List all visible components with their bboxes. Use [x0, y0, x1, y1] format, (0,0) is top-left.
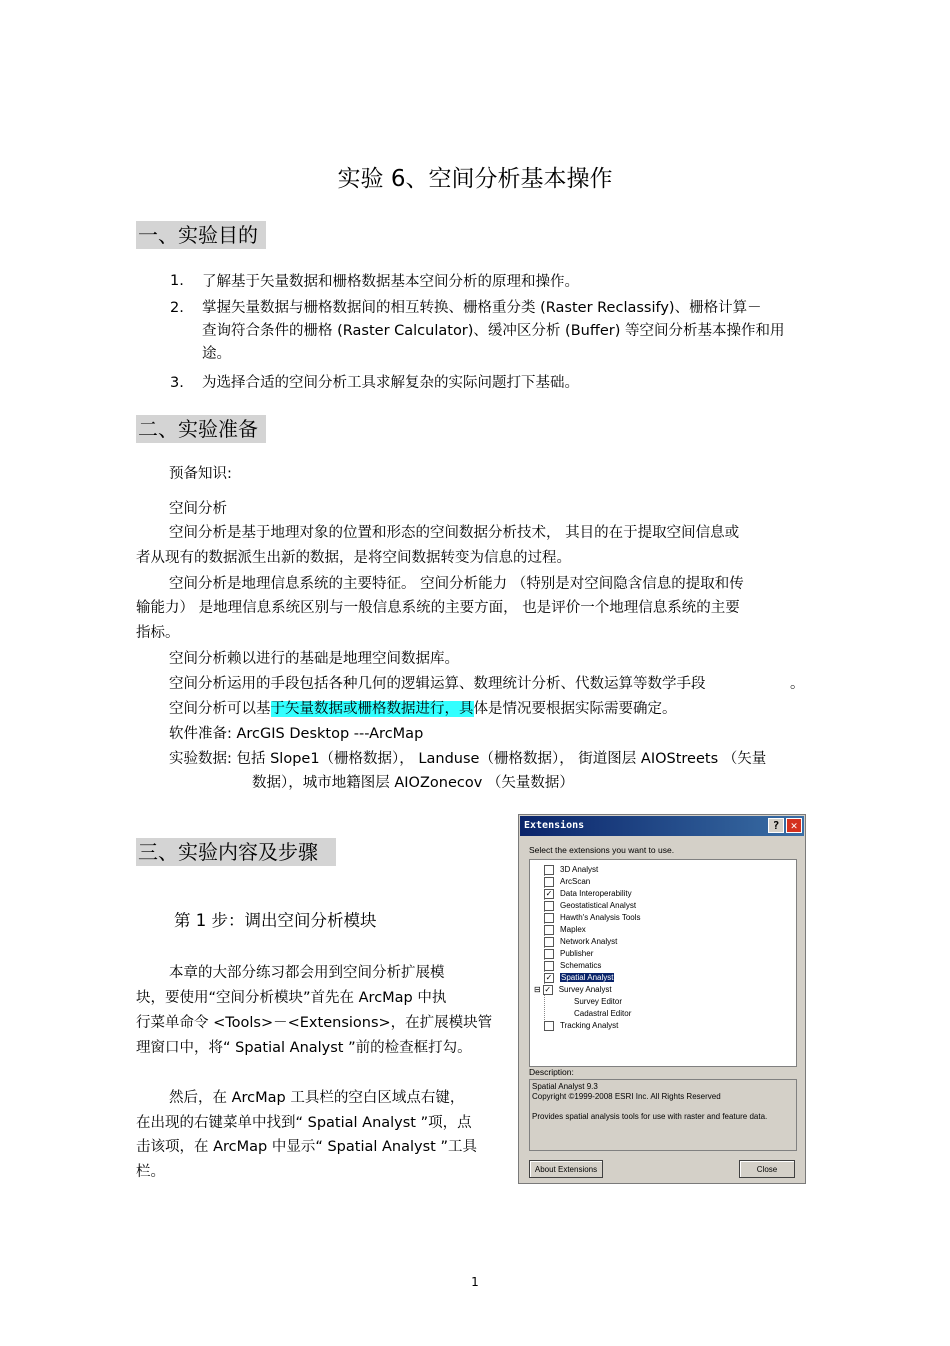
extensions-list[interactable]: [529, 859, 797, 1067]
paragraph-line: 行菜单命令 <Tools>－<Extensions>，在扩展模块管: [136, 1015, 493, 1031]
list-item-data-interoperability[interactable]: [544, 888, 632, 900]
highlighted-text: 于矢量数据或栅格数据进行，具: [270, 701, 474, 717]
item-label: ArcScan: [560, 877, 591, 886]
dialog-prompt: Select the extensions you want to use.: [529, 845, 675, 855]
list-item-text: 为选择合适的空间分析工具求解复杂的实际问题打下基础。: [202, 375, 579, 391]
list-item-text: 了解基于矢量数据和栅格数据基本空间分析的原理和操作。: [202, 274, 579, 290]
item-label: Network Analyst: [560, 937, 618, 946]
list-item-hawths-tools[interactable]: [544, 912, 641, 924]
data-line: 实验数据: 包括 Slope1（栅格数据）， Landuse（栅格数据）， 街道图层 AIOStreets （矢量: [169, 751, 767, 767]
item-label: Survey Analyst: [558, 985, 612, 994]
paragraph-line: 击该项，在 ArcMap 中显示“ Spatial Analyst ”工具: [136, 1139, 477, 1155]
software-line: 软件准备: ArcGIS Desktop ---ArcMap: [169, 726, 424, 742]
checkbox[interactable]: [544, 877, 554, 887]
close-button[interactable]: Close: [739, 1160, 795, 1178]
item-label: Survey Editor: [574, 997, 623, 1006]
description-line: Spatial Analyst 9.3: [532, 1082, 598, 1091]
section-heading-preparation: 二、实验准备: [136, 415, 266, 443]
checkbox[interactable]: [544, 865, 554, 875]
list-item-tracking-analyst[interactable]: [544, 1020, 618, 1032]
item-label: Geostatistical Analyst: [560, 901, 637, 910]
about-extensions-button[interactable]: About Extensions: [529, 1160, 603, 1178]
paragraph-punct: 。: [790, 676, 805, 692]
item-label: Data Interoperability: [560, 889, 632, 898]
item-label: Publisher: [560, 949, 594, 958]
list-item-cadastral-editor[interactable]: [574, 1008, 631, 1020]
list-item-publisher[interactable]: [544, 948, 593, 960]
paragraph-line: 块，要使用“空间分析模块”首先在 ArcMap 中执: [136, 990, 447, 1006]
paragraph-line: 输能力） 是地理信息系统区别与一般信息系统的主要方面， 也是评价一个地理信息系统的主要: [136, 600, 740, 616]
list-number: 3.: [170, 375, 184, 391]
item-label-selected: Spatial Analyst: [561, 973, 614, 982]
extensions-dialog: [518, 814, 806, 1184]
item-label: Cadastral Editor: [574, 1009, 632, 1018]
list-item-schematics[interactable]: [544, 960, 601, 972]
list-item-maplex[interactable]: [544, 924, 586, 936]
paragraph-line: 在出现的右键菜单中找到“ Spatial Analyst ”项，点: [136, 1115, 472, 1131]
list-item-arcscan[interactable]: [544, 876, 590, 888]
data-line: 数据），城市地籍图层 AIOZonecov （矢量数据）: [252, 775, 574, 791]
checkbox[interactable]: [544, 925, 554, 935]
list-item-survey-editor[interactable]: [574, 996, 622, 1008]
list-item-network-analyst[interactable]: [544, 936, 617, 948]
paragraph-line: 空间分析运用的手段包括各种几何的逻辑运算、数理统计分析、代数运算等数学手段: [169, 676, 706, 692]
paragraph-line: 空间分析是地理信息系统的主要特征。 空间分析能力 （特别是对空间隐含信息的提取和传: [169, 576, 744, 592]
paragraph-line: 本章的大部分练习都会用到空间分析扩展模: [169, 965, 445, 981]
list-item-geostatistical-analyst[interactable]: [544, 900, 636, 912]
description-line: Copyright ©1999-2008 ESRI Inc. All Rights Reserved: [532, 1092, 721, 1101]
help-button[interactable]: ?: [768, 818, 784, 833]
text-run: 空间分析可以基: [169, 701, 271, 717]
checkbox[interactable]: [544, 1021, 554, 1031]
paragraph-line: 栏。: [136, 1164, 165, 1180]
paragraph-line: 理窗口中，将“ Spatial Analyst ”前的检查框打勾。: [136, 1040, 472, 1056]
description-label: Description:: [529, 1067, 574, 1077]
step-heading: 第 1 步：调出空间分析模块: [174, 911, 377, 930]
page-number: 1: [471, 1275, 479, 1289]
paragraph-line: 指标。: [136, 625, 180, 641]
list-number: 1.: [170, 273, 184, 289]
list-number: 2.: [170, 300, 184, 316]
item-label: Maplex: [560, 925, 586, 934]
close-icon[interactable]: ✕: [786, 818, 802, 833]
paragraph-line: 然后，在 ArcMap 工具栏的空白区域点右键，: [169, 1090, 465, 1106]
paragraph-line-highlighted: [169, 697, 677, 722]
description-box: [529, 1079, 797, 1151]
list-item-text: 掌握矢量数据与栅格数据间的相互转换、栅格重分类 (Raster Reclassify)、栅格计算－: [202, 300, 762, 316]
checkbox[interactable]: [544, 937, 554, 947]
checkbox[interactable]: [544, 913, 554, 923]
topic-label: 空间分析: [169, 501, 227, 517]
text-run: 体是情况要根据实际需要确定。: [473, 701, 677, 717]
section-heading-objectives: 一、实验目的: [136, 221, 266, 249]
dialog-titlebar: [520, 816, 804, 836]
list-item-survey-analyst[interactable]: [534, 984, 612, 996]
section-heading-steps: 三、实验内容及步骤: [136, 838, 336, 866]
checkbox[interactable]: [544, 901, 554, 911]
checkbox[interactable]: [544, 949, 554, 959]
item-label: Hawth's Analysis Tools: [560, 913, 641, 922]
checkbox-checked[interactable]: ✓: [545, 972, 553, 982]
list-item-text: 查询符合条件的栅格 (Raster Calculator)、缓冲区分析 (Buffer) 等空间分析基本操作和用: [202, 323, 785, 339]
item-label: 3D Analyst: [560, 865, 599, 874]
knowledge-label: 预备知识:: [169, 466, 232, 482]
collapse-icon[interactable]: ⊟: [534, 985, 541, 994]
item-label: Schematics: [560, 961, 602, 970]
paragraph-line: 者从现有的数据派生出新的数据，是将空间数据转变为信息的过程。: [136, 550, 571, 566]
dialog-title: Extensions: [524, 820, 585, 831]
page-title: 实验 6、空间分析基本操作: [337, 166, 613, 192]
list-item-3d-analyst[interactable]: [544, 864, 598, 876]
paragraph-line: 空间分析是基于地理对象的位置和形态的空间数据分析技术， 其目的在于提取空间信息或: [169, 525, 740, 541]
item-label: Tracking Analyst: [560, 1021, 619, 1030]
list-item-spatial-analyst[interactable]: [544, 972, 614, 984]
description-line: Provides spatial analysis tools for use with raster and feature data.: [532, 1112, 768, 1121]
checkbox[interactable]: [544, 961, 554, 971]
checkbox-checked[interactable]: ✓: [544, 984, 552, 994]
checkbox-checked[interactable]: ✓: [545, 888, 553, 898]
paragraph-line: 空间分析赖以进行的基础是地理空间数据库。: [169, 651, 459, 667]
description-spacer: [532, 1102, 794, 1112]
list-item-text: 途。: [202, 346, 231, 362]
